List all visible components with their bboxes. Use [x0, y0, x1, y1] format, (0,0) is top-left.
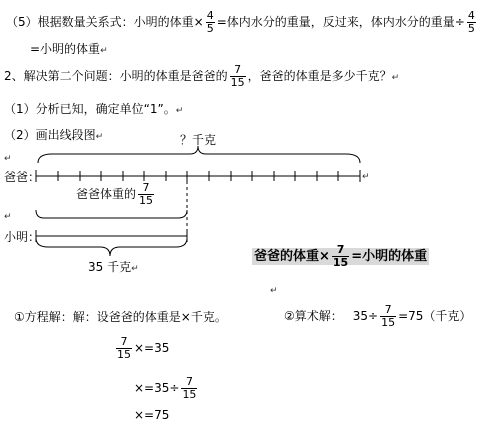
text-line-2: =小明的体重↵ [30, 42, 108, 56]
paragraph-mark: ↵ [4, 212, 12, 222]
paragraph-mark: ↵ [4, 154, 12, 164]
bottom-brace [36, 238, 187, 256]
paragraph-mark: ↵ [100, 46, 108, 56]
paragraph-mark: ↵ [175, 106, 184, 116]
text-line-5: （2）画出线段图↵ [4, 128, 104, 142]
paragraph-mark: ↵ [131, 264, 139, 274]
fraction: $\frac{4}{5}$ [467, 9, 475, 35]
paragraph-mark: ↵ [362, 172, 370, 182]
fraction: $\frac{4}{5}$ [206, 9, 214, 35]
highlighted-formula: 爸爸的体重× $\frac{7}{15}$ =小明的体重 [254, 243, 428, 269]
top-brace [38, 146, 360, 163]
dad-weight-label: 爸爸体重的 $\frac{7}{15}$ [76, 181, 154, 207]
top-label: ？千克 [180, 133, 217, 147]
paragraph-mark: ↵ [391, 73, 400, 83]
fraction: $\frac{7}{15}$ [182, 375, 197, 401]
bottom-label: 35 千克↵ [88, 260, 139, 274]
method1-text: ①方程解：解：设爸爸的体重是×千克。 [14, 310, 227, 324]
fraction: $\frac{7}{15}$ [139, 181, 154, 207]
method2-line: ②算术解： 35÷ $\frac{7}{15}$ =75（千克） [284, 303, 472, 329]
paragraph-mark: ↵ [95, 132, 104, 142]
text-line-1 [6, 10, 478, 35]
equation-step-1: $\frac{7}{15}$ ×=35 [117, 335, 170, 361]
fraction: $\frac{7}{15}$ [332, 243, 349, 269]
line1-label: （5）根据数量关系式：小明的体重× [6, 15, 204, 29]
ming-label: 小明： [4, 230, 41, 244]
equation-step-2: ×=35÷ $\frac{7}{15}$ [134, 375, 197, 401]
fraction: $\frac{7}{15}$ [117, 335, 131, 361]
paragraph-mark: ↵ [270, 286, 278, 296]
fraction: $\frac{7}{15}$ [381, 303, 396, 329]
dad-part-brace [36, 210, 187, 218]
text-line-3: 2、解决第二个问题：小明的体重是爸爸的 $\frac{7}{15}$ ，爸爸的体重是多少千克？↵ [4, 63, 400, 89]
text-line-4: （1）分析已知，确定单位“1”。↵ [4, 102, 184, 116]
equation-step-3: ×=75 [134, 408, 170, 422]
line1-mid: =体内水分的重量，反过来，体内水分的重量÷ [216, 15, 465, 29]
dad-label: 爸爸： [4, 170, 41, 184]
fraction: $\frac{7}{15}$ [230, 63, 245, 89]
